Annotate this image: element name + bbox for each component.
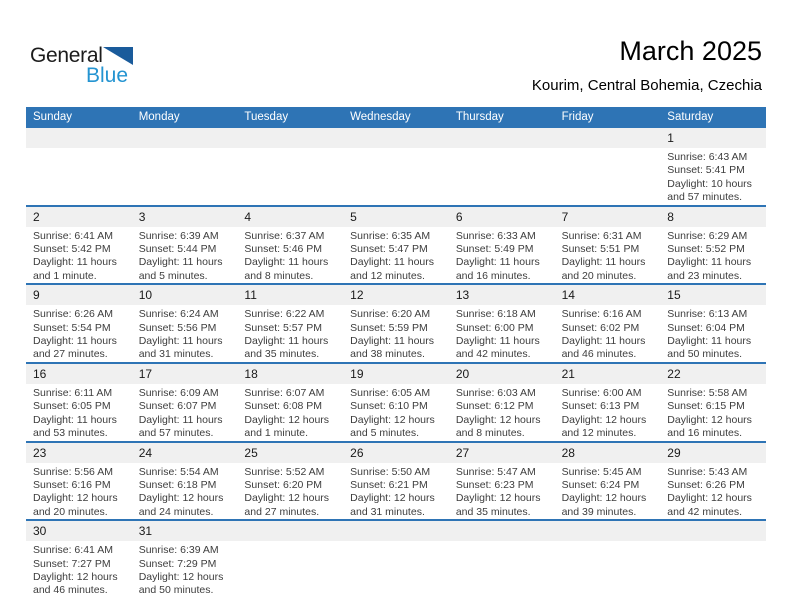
sunrise-text: Sunrise: 5:52 AM <box>244 465 325 478</box>
day-cell-26 <box>343 443 449 520</box>
day-cell-empty <box>26 128 132 205</box>
day-details <box>555 541 661 544</box>
sunset-text: Sunset: 6:08 PM <box>244 400 323 413</box>
sunrise-text: Sunrise: 6:00 AM <box>561 386 642 399</box>
daylight-text: Daylight: 11 hours and 8 minutes. <box>244 256 329 282</box>
day-details <box>449 463 555 520</box>
day-details <box>343 227 449 284</box>
sunset-text: Sunset: 6:18 PM <box>138 478 217 491</box>
day-number: 3 <box>132 207 238 227</box>
daylight-text: Daylight: 11 hours and 53 minutes. <box>33 413 117 440</box>
day-cell-22 <box>660 364 766 441</box>
sunrise-text: Sunrise: 6:18 AM <box>455 308 536 321</box>
sunset-text: Sunset: 6:05 PM <box>33 400 111 413</box>
day-cell-25 <box>237 443 343 520</box>
daylight-text: Daylight: 11 hours and 20 minutes. <box>561 256 646 282</box>
day-details <box>449 227 555 284</box>
sunset-text: Sunset: 5:59 PM <box>350 321 428 334</box>
dow-header-friday: Friday <box>561 111 594 123</box>
day-cell-14 <box>555 285 661 362</box>
daylight-text: Daylight: 12 hours and 27 minutes. <box>244 492 330 518</box>
dow-header-wednesday: Wednesday <box>350 111 411 123</box>
sunset-text: Sunset: 5:44 PM <box>138 243 217 256</box>
daylight-text: Daylight: 11 hours and 5 minutes. <box>138 256 223 282</box>
sunset-text: Sunset: 6:21 PM <box>350 478 428 491</box>
day-number: 22 <box>660 364 766 384</box>
day-cell-empty <box>343 128 449 205</box>
day-cell-empty <box>555 128 661 205</box>
day-number: 5 <box>343 207 449 227</box>
sunset-text: Sunset: 5:49 PM <box>455 243 534 256</box>
day-details <box>343 305 449 362</box>
day-number: 26 <box>343 443 449 463</box>
day-number: 16 <box>26 364 132 384</box>
day-details <box>343 541 449 544</box>
day-number <box>343 128 449 148</box>
sunrise-text: Sunrise: 6:39 AM <box>138 229 219 242</box>
sunrise-text: Sunrise: 6:24 AM <box>138 308 219 321</box>
day-details <box>660 384 766 441</box>
day-details <box>449 148 555 151</box>
day-details <box>26 227 132 284</box>
day-cell-8 <box>660 207 766 284</box>
day-details <box>343 148 449 151</box>
sunset-text: Sunset: 5:56 PM <box>138 321 217 334</box>
day-details <box>237 541 343 544</box>
daylight-text: Daylight: 12 hours and 35 minutes. <box>455 492 541 518</box>
daylight-text: Daylight: 11 hours and 16 minutes. <box>455 256 540 282</box>
daylight-text: Daylight: 12 hours and 31 minutes. <box>350 492 435 518</box>
day-number: 25 <box>237 443 343 463</box>
dow-header-tuesday: Tuesday <box>244 111 289 123</box>
day-details <box>449 541 555 544</box>
day-cell-empty <box>449 128 555 205</box>
day-details <box>660 541 766 544</box>
day-details <box>555 384 661 441</box>
day-number: 14 <box>555 285 661 305</box>
day-cell-empty <box>555 521 661 598</box>
day-cell-4 <box>237 207 343 284</box>
sunrise-text: Sunrise: 5:45 AM <box>561 465 642 478</box>
day-details <box>555 463 661 520</box>
day-number: 6 <box>449 207 555 227</box>
day-details <box>660 227 766 284</box>
sunset-text: Sunset: 6:16 PM <box>33 478 111 491</box>
day-number: 19 <box>343 364 449 384</box>
daylight-text: Daylight: 11 hours and 38 minutes. <box>350 335 434 361</box>
day-number: 24 <box>132 443 238 463</box>
day-number: 17 <box>132 364 238 384</box>
day-details <box>26 305 132 362</box>
daylight-text: Daylight: 11 hours and 27 minutes. <box>33 335 117 361</box>
sunrise-text: Sunrise: 5:54 AM <box>138 465 219 478</box>
day-cell-24 <box>132 443 238 520</box>
sunrise-text: Sunrise: 6:41 AM <box>33 229 113 242</box>
title-block <box>532 36 762 94</box>
sunset-text: Sunset: 6:13 PM <box>561 400 640 413</box>
general-blue-logo <box>30 44 160 96</box>
sunrise-text: Sunrise: 6:11 AM <box>33 386 113 399</box>
sunrise-text: Sunrise: 5:47 AM <box>455 465 536 478</box>
dow-header-monday: Monday <box>138 111 180 123</box>
day-number: 11 <box>237 285 343 305</box>
day-cell-17 <box>132 364 238 441</box>
sunset-text: Sunset: 5:52 PM <box>667 243 745 256</box>
day-cell-10 <box>132 285 238 362</box>
day-details <box>26 463 132 520</box>
day-cell-28 <box>555 443 661 520</box>
sunset-text: Sunset: 5:51 PM <box>561 243 640 256</box>
day-details <box>555 227 661 284</box>
sunrise-text: Sunrise: 5:50 AM <box>350 465 431 478</box>
sunrise-text: Sunrise: 6:35 AM <box>350 229 431 242</box>
sunset-text: Sunset: 6:20 PM <box>244 478 323 491</box>
sunrise-text: Sunrise: 6:05 AM <box>350 386 431 399</box>
sunrise-text: Sunrise: 5:43 AM <box>667 465 748 478</box>
day-cell-20 <box>449 364 555 441</box>
day-number: 1 <box>660 128 766 148</box>
day-details <box>26 148 132 151</box>
day-number: 15 <box>660 285 766 305</box>
day-details <box>449 305 555 362</box>
day-cell-23 <box>26 443 132 520</box>
sunset-text: Sunset: 5:47 PM <box>350 243 428 256</box>
day-number: 4 <box>237 207 343 227</box>
sunset-text: Sunset: 5:42 PM <box>33 243 111 256</box>
day-details <box>132 227 238 284</box>
sunrise-text: Sunrise: 6:03 AM <box>455 386 536 399</box>
day-number: 18 <box>237 364 343 384</box>
sunset-text: Sunset: 6:26 PM <box>667 478 745 491</box>
day-cell-2 <box>26 207 132 284</box>
daylight-text: Daylight: 11 hours and 31 minutes. <box>138 335 223 361</box>
day-number <box>237 521 343 541</box>
day-cell-15 <box>660 285 766 362</box>
daylight-text: Daylight: 12 hours and 46 minutes. <box>33 570 118 597</box>
day-details <box>343 463 449 520</box>
day-cell-7 <box>555 207 661 284</box>
daylight-text: Daylight: 11 hours and 12 minutes. <box>350 256 434 282</box>
dow-row <box>26 107 766 128</box>
sunset-text: Sunset: 6:23 PM <box>455 478 534 491</box>
daylight-text: Daylight: 12 hours and 50 minutes. <box>138 570 224 597</box>
day-details <box>237 227 343 284</box>
day-number: 29 <box>660 443 766 463</box>
day-number: 21 <box>555 364 661 384</box>
day-number: 30 <box>26 521 132 541</box>
day-details <box>132 305 238 362</box>
daylight-text: Daylight: 11 hours and 1 minute. <box>33 256 117 282</box>
day-cell-12 <box>343 285 449 362</box>
day-number <box>26 128 132 148</box>
day-details <box>26 384 132 441</box>
day-cell-empty <box>343 521 449 598</box>
daylight-text: Daylight: 12 hours and 8 minutes. <box>455 413 541 440</box>
sunset-text: Sunset: 7:29 PM <box>138 557 217 570</box>
daylight-text: Daylight: 11 hours and 23 minutes. <box>667 256 752 282</box>
day-details <box>660 305 766 362</box>
day-number <box>555 521 661 541</box>
day-details <box>237 305 343 362</box>
dow-header-thursday: Thursday <box>455 111 504 123</box>
calendar <box>26 107 766 598</box>
day-cell-31 <box>132 521 238 598</box>
day-details <box>449 384 555 441</box>
daylight-text: Daylight: 11 hours and 50 minutes. <box>667 335 752 361</box>
day-cell-18 <box>237 364 343 441</box>
sunrise-text: Sunrise: 6:07 AM <box>244 386 325 399</box>
day-number <box>449 521 555 541</box>
sunset-text: Sunset: 6:24 PM <box>561 478 640 491</box>
day-cell-empty <box>237 128 343 205</box>
day-number: 23 <box>26 443 132 463</box>
sunrise-text: Sunrise: 6:37 AM <box>244 229 325 242</box>
daylight-text: Daylight: 12 hours and 20 minutes. <box>33 492 118 518</box>
sunrise-text: Sunrise: 6:16 AM <box>561 308 642 321</box>
day-number: 20 <box>449 364 555 384</box>
weeks <box>26 128 766 598</box>
day-cell-1 <box>660 128 766 205</box>
day-number <box>132 128 238 148</box>
sunrise-text: Sunrise: 6:26 AM <box>33 308 113 321</box>
sunrise-text: Sunrise: 5:58 AM <box>667 386 748 399</box>
day-number <box>343 521 449 541</box>
week-row-6 <box>26 521 766 598</box>
day-details <box>26 541 132 598</box>
daylight-text: Daylight: 12 hours and 42 minutes. <box>667 492 752 518</box>
day-cell-30 <box>26 521 132 598</box>
day-details <box>132 463 238 520</box>
daylight-text: Daylight: 12 hours and 12 minutes. <box>561 413 647 440</box>
day-cell-27 <box>449 443 555 520</box>
day-cell-empty <box>449 521 555 598</box>
day-cell-empty <box>660 521 766 598</box>
day-number <box>237 128 343 148</box>
sunset-text: Sunset: 7:27 PM <box>33 557 111 570</box>
day-number <box>555 128 661 148</box>
sunrise-text: Sunrise: 6:39 AM <box>138 544 219 557</box>
sunrise-text: Sunrise: 6:13 AM <box>667 308 748 321</box>
day-cell-11 <box>237 285 343 362</box>
day-number <box>660 521 766 541</box>
day-details <box>132 541 238 598</box>
daylight-text: Daylight: 11 hours and 46 minutes. <box>561 335 646 361</box>
logo-triangle-icon <box>103 47 133 65</box>
sunrise-text: Sunrise: 6:20 AM <box>350 308 431 321</box>
sunrise-text: Sunrise: 6:41 AM <box>33 544 113 557</box>
day-number: 9 <box>26 285 132 305</box>
location-subtitle: Kourim, Central Bohemia, Czechia <box>531 77 762 94</box>
day-cell-21 <box>555 364 661 441</box>
sunset-text: Sunset: 6:04 PM <box>667 321 745 334</box>
page-title: March 2025 <box>619 36 762 66</box>
sunset-text: Sunset: 6:07 PM <box>138 400 217 413</box>
day-number <box>449 128 555 148</box>
day-cell-29 <box>660 443 766 520</box>
day-cell-empty <box>132 128 238 205</box>
sunset-text: Sunset: 5:41 PM <box>667 164 745 177</box>
day-details <box>555 148 661 151</box>
week-row-1 <box>26 128 766 207</box>
daylight-text: Daylight: 11 hours and 57 minutes. <box>138 413 223 440</box>
week-row-5 <box>26 443 766 522</box>
daylight-text: Daylight: 12 hours and 24 minutes. <box>138 492 224 518</box>
dow-header-sunday: Sunday <box>33 111 73 123</box>
day-number: 28 <box>555 443 661 463</box>
sunset-text: Sunset: 5:57 PM <box>244 321 323 334</box>
day-cell-6 <box>449 207 555 284</box>
week-row-4 <box>26 364 766 443</box>
logo-text-general: General <box>30 44 103 67</box>
day-number: 31 <box>132 521 238 541</box>
day-cell-19 <box>343 364 449 441</box>
sunrise-text: Sunrise: 6:33 AM <box>455 229 536 242</box>
sunrise-text: Sunrise: 6:09 AM <box>138 386 219 399</box>
logo-text-blue: Blue <box>86 64 129 87</box>
sunrise-text: Sunrise: 6:29 AM <box>667 229 748 242</box>
daylight-text: Daylight: 11 hours and 42 minutes. <box>455 335 540 361</box>
sunset-text: Sunset: 5:46 PM <box>244 243 323 256</box>
day-number: 2 <box>26 207 132 227</box>
day-number: 7 <box>555 207 661 227</box>
sunset-text: Sunset: 6:12 PM <box>455 400 534 413</box>
day-details <box>237 384 343 441</box>
day-details <box>132 384 238 441</box>
sunset-text: Sunset: 6:15 PM <box>667 400 745 413</box>
daylight-text: Daylight: 12 hours and 16 minutes. <box>667 413 752 440</box>
day-number: 12 <box>343 285 449 305</box>
sunrise-text: Sunrise: 6:22 AM <box>244 308 325 321</box>
daylight-text: Daylight: 11 hours and 35 minutes. <box>244 335 329 361</box>
day-number: 8 <box>660 207 766 227</box>
day-cell-5 <box>343 207 449 284</box>
day-number: 13 <box>449 285 555 305</box>
sunset-text: Sunset: 5:54 PM <box>33 321 111 334</box>
week-row-2 <box>26 207 766 286</box>
daylight-text: Daylight: 12 hours and 5 minutes. <box>350 413 435 440</box>
day-details <box>132 148 238 151</box>
day-number: 27 <box>449 443 555 463</box>
sunset-text: Sunset: 6:00 PM <box>455 321 534 334</box>
dow-header-saturday: Saturday <box>667 111 714 123</box>
day-cell-16 <box>26 364 132 441</box>
sunrise-text: Sunrise: 5:56 AM <box>33 465 113 478</box>
day-details <box>343 384 449 441</box>
day-details <box>660 148 766 205</box>
sunset-text: Sunset: 6:02 PM <box>561 321 640 334</box>
day-details <box>237 463 343 520</box>
day-cell-empty <box>237 521 343 598</box>
day-cell-3 <box>132 207 238 284</box>
daylight-text: Daylight: 12 hours and 1 minute. <box>244 413 330 440</box>
day-details <box>237 148 343 151</box>
sunrise-text: Sunrise: 6:43 AM <box>667 151 748 163</box>
day-cell-9 <box>26 285 132 362</box>
day-details <box>660 463 766 520</box>
sunset-text: Sunset: 6:10 PM <box>350 400 428 413</box>
day-number: 10 <box>132 285 238 305</box>
daylight-text: Daylight: 10 hours and 57 minutes. <box>667 177 752 204</box>
daylight-text: Daylight: 12 hours and 39 minutes. <box>561 492 647 518</box>
day-details <box>555 305 661 362</box>
week-row-3 <box>26 285 766 364</box>
sunrise-text: Sunrise: 6:31 AM <box>561 229 642 242</box>
day-cell-13 <box>449 285 555 362</box>
